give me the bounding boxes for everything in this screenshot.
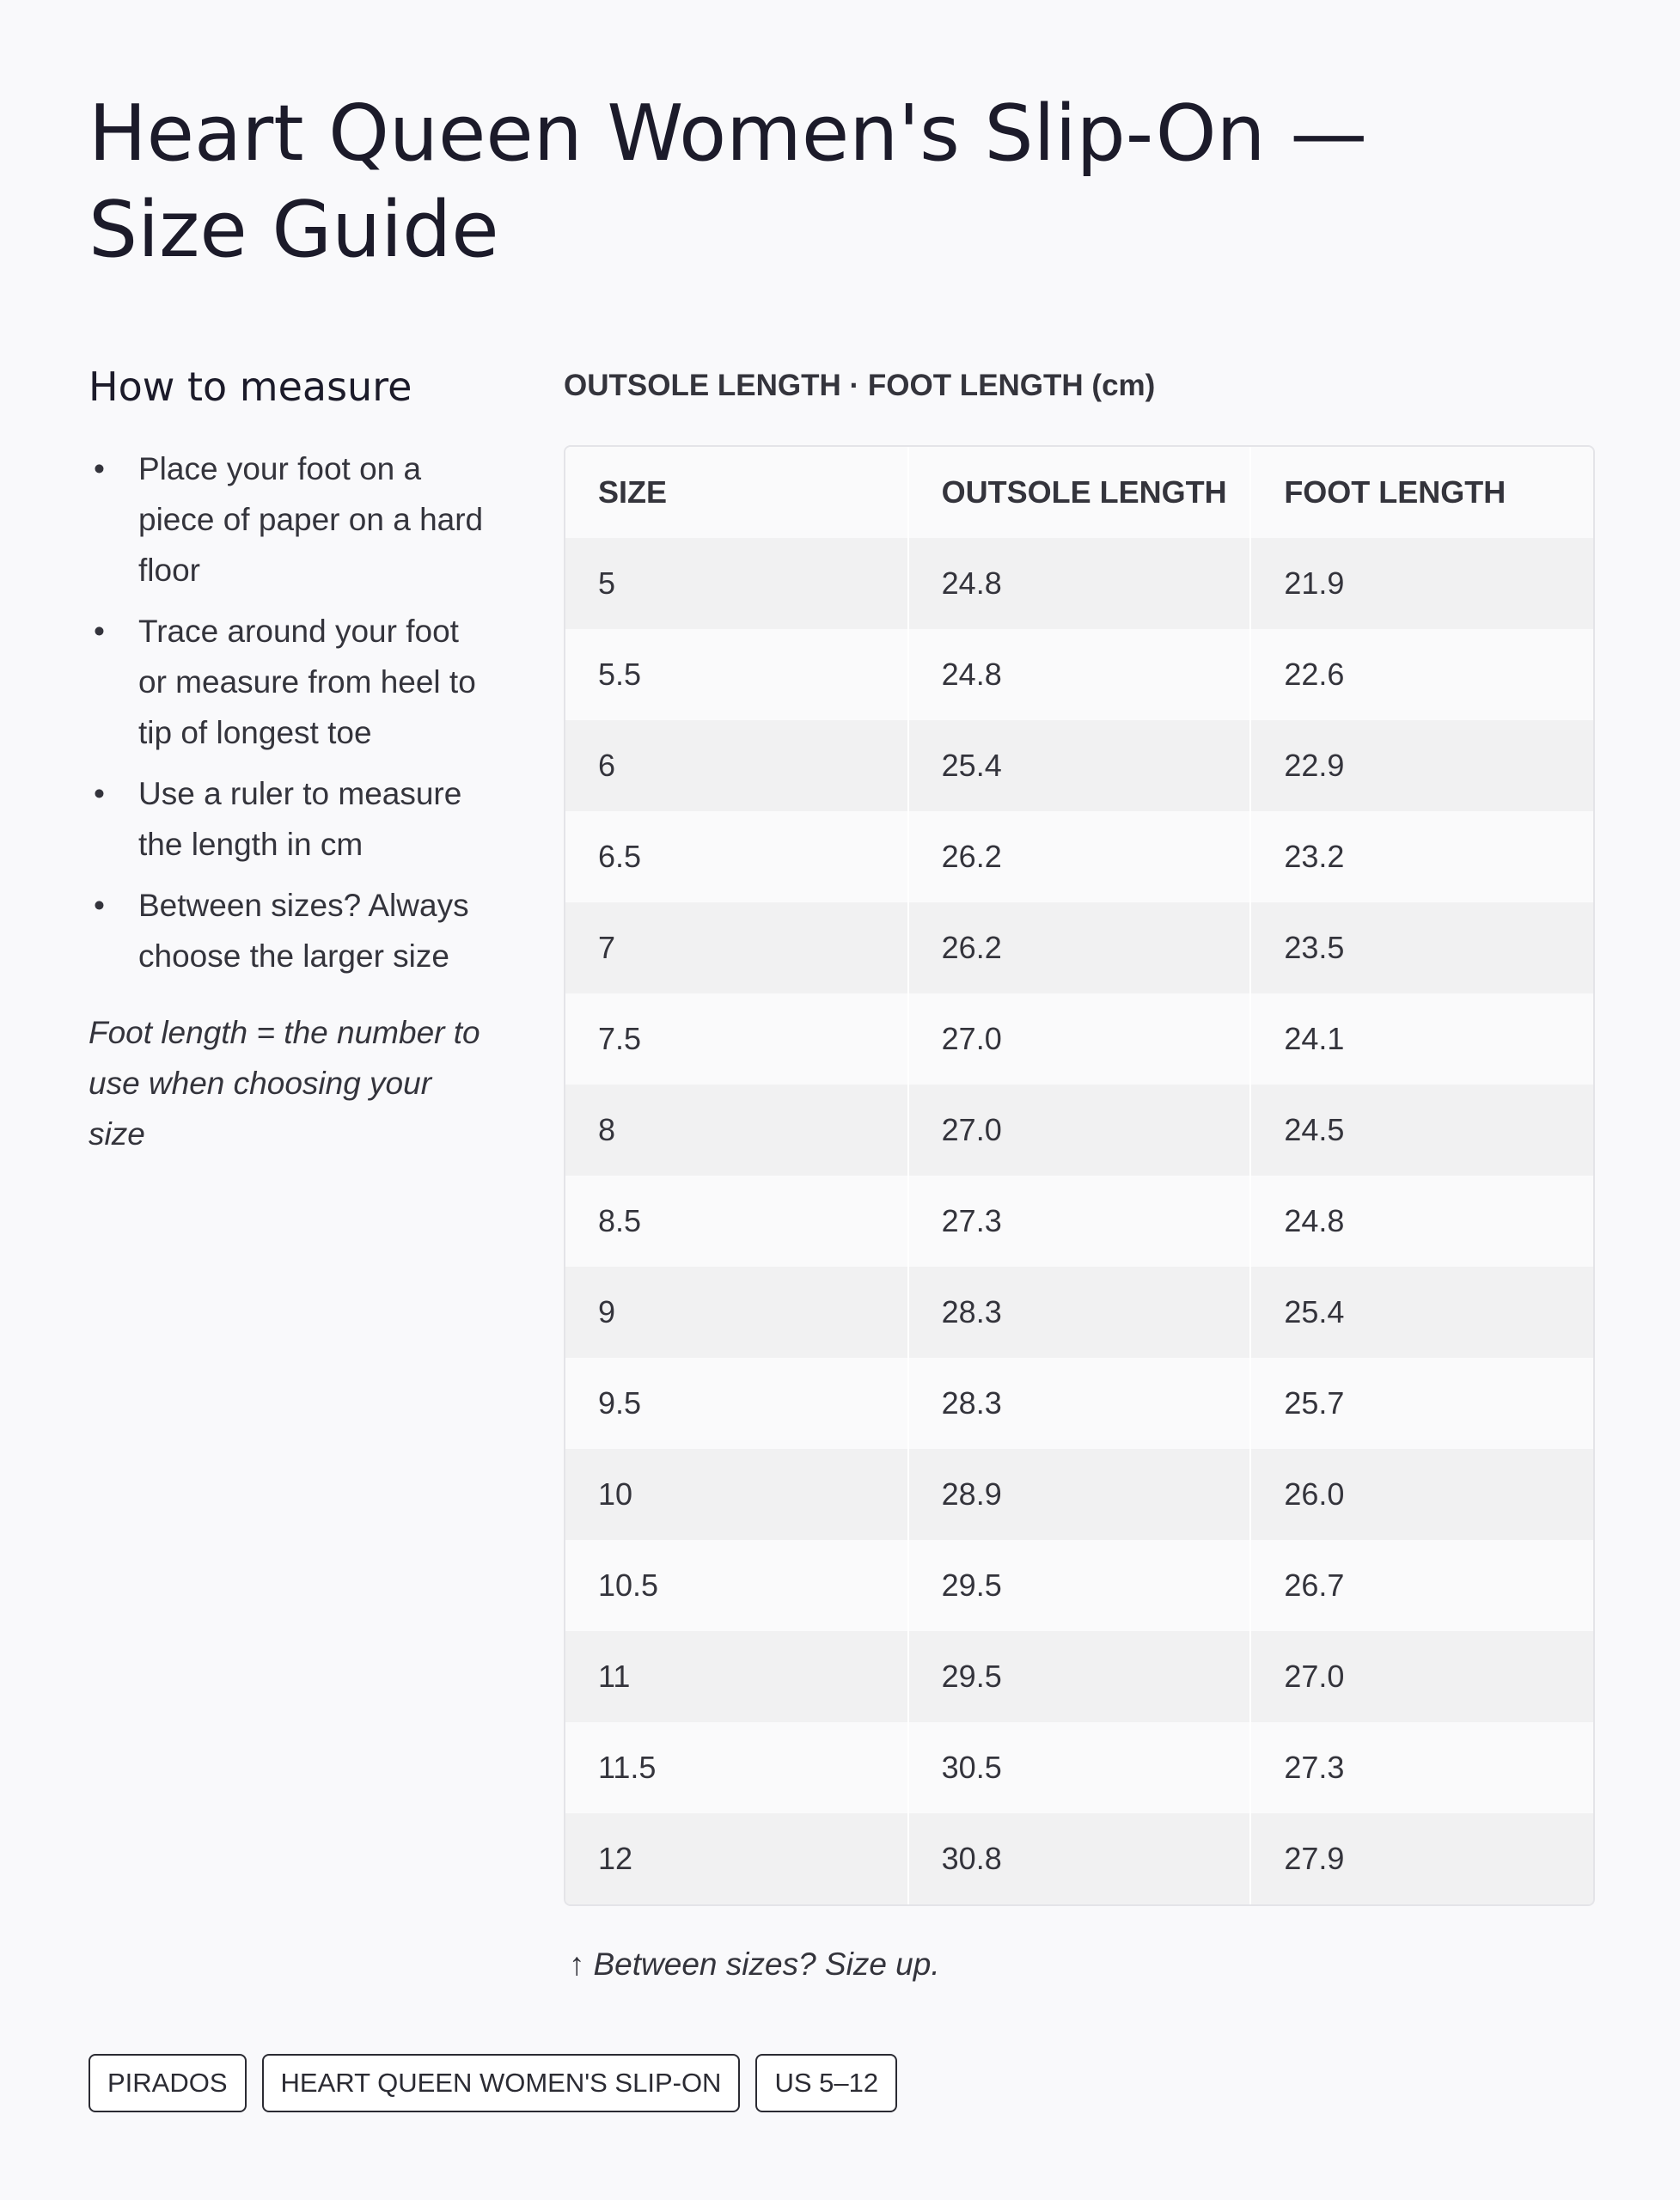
cell-outsole-length: 30.8 <box>908 1813 1251 1904</box>
cell-outsole-length: 29.5 <box>908 1631 1251 1722</box>
table-row <box>565 1813 1593 1904</box>
cell-size: 7 <box>565 902 908 993</box>
measure-step <box>89 880 492 981</box>
table-row <box>565 1176 1593 1267</box>
measure-heading: How to measure <box>89 364 412 410</box>
cell-outsole-length: 29.5 <box>908 1540 1251 1631</box>
cell-foot-length: 22.9 <box>1250 720 1593 811</box>
cell-outsole-length: 28.9 <box>908 1449 1251 1540</box>
cell-outsole-length: 24.8 <box>908 538 1251 629</box>
cell-outsole-length: 27.0 <box>908 993 1251 1085</box>
table-row <box>565 993 1593 1085</box>
cell-size: 8.5 <box>565 1176 908 1267</box>
cell-size: 10 <box>565 1449 908 1540</box>
table-row <box>565 629 1593 720</box>
cell-size: 9 <box>565 1267 908 1358</box>
cell-foot-length: 24.1 <box>1250 993 1593 1085</box>
cell-outsole-length: 26.2 <box>908 811 1251 902</box>
measure-step-text: Trace around your foot or measure from heel to tip of longest toe <box>138 614 476 750</box>
tag-size-range: US 5–12 <box>755 2054 897 2112</box>
size-table-body <box>565 538 1593 1904</box>
size-table <box>565 447 1593 1904</box>
cell-size: 5 <box>565 538 908 629</box>
column-header-outsole-length: OUTSOLE LENGTH <box>908 447 1251 538</box>
bullet-icon: • <box>94 776 105 811</box>
cell-size: 11.5 <box>565 1722 908 1813</box>
measure-note: Foot length = the number to use when choosing your size <box>89 1015 480 1152</box>
cell-foot-length: 26.7 <box>1250 1540 1593 1631</box>
tag-list <box>89 2054 897 2112</box>
tag-brand: PIRADOS <box>89 2054 247 2112</box>
bullet-icon: • <box>94 451 105 486</box>
cell-foot-length: 25.7 <box>1250 1358 1593 1449</box>
table-row <box>565 1631 1593 1722</box>
table-row <box>565 1722 1593 1813</box>
column-header-size: SIZE <box>565 447 908 538</box>
cell-foot-length: 25.4 <box>1250 1267 1593 1358</box>
cell-outsole-length: 25.4 <box>908 720 1251 811</box>
table-header-row <box>565 447 1593 538</box>
measure-step <box>89 606 492 758</box>
cell-size: 5.5 <box>565 629 908 720</box>
cell-outsole-length: 27.0 <box>908 1085 1251 1176</box>
cell-outsole-length: 28.3 <box>908 1358 1251 1449</box>
cell-outsole-length: 28.3 <box>908 1267 1251 1358</box>
cell-foot-length: 21.9 <box>1250 538 1593 629</box>
table-row <box>565 720 1593 811</box>
column-header-foot-length: FOOT LENGTH <box>1250 447 1593 538</box>
size-up-note-text: Between sizes? Size up. <box>593 1946 940 1982</box>
cell-foot-length: 27.9 <box>1250 1813 1593 1904</box>
cell-size: 12 <box>565 1813 908 1904</box>
cell-foot-length: 27.3 <box>1250 1722 1593 1813</box>
bullet-icon: • <box>94 614 105 649</box>
measure-step-text: Between sizes? Always choose the larger size <box>138 888 469 974</box>
table-row <box>565 538 1593 629</box>
page-title: Heart Queen Women's Slip-On — Size Guide <box>89 89 1368 275</box>
measure-step <box>89 768 492 870</box>
cell-outsole-length: 30.5 <box>908 1722 1251 1813</box>
size-up-note <box>569 1939 940 1990</box>
cell-outsole-length: 26.2 <box>908 902 1251 993</box>
cell-foot-length: 23.2 <box>1250 811 1593 902</box>
measure-step-text: Use a ruler to measure the length in cm <box>138 776 462 862</box>
cell-foot-length: 24.5 <box>1250 1085 1593 1176</box>
tag-product: HEART QUEEN WOMEN'S SLIP-ON <box>262 2054 741 2112</box>
arrow-up-icon: ↑ <box>569 1946 585 1982</box>
measure-section <box>89 359 492 1159</box>
table-row <box>565 902 1593 993</box>
cell-size: 7.5 <box>565 993 908 1085</box>
table-caption: OUTSOLE LENGTH · FOOT LENGTH (cm) <box>564 369 1156 402</box>
table-row <box>565 1358 1593 1449</box>
table-row <box>565 1540 1593 1631</box>
bullet-icon: • <box>94 888 105 923</box>
table-row <box>565 811 1593 902</box>
cell-size: 9.5 <box>565 1358 908 1449</box>
cell-size: 6.5 <box>565 811 908 902</box>
cell-outsole-length: 27.3 <box>908 1176 1251 1267</box>
cell-size: 8 <box>565 1085 908 1176</box>
measure-step <box>89 443 492 596</box>
measure-steps <box>89 443 492 981</box>
table-row <box>565 1267 1593 1358</box>
cell-outsole-length: 24.8 <box>908 629 1251 720</box>
cell-foot-length: 26.0 <box>1250 1449 1593 1540</box>
cell-size: 6 <box>565 720 908 811</box>
table-row <box>565 1449 1593 1540</box>
cell-size: 11 <box>565 1631 908 1722</box>
cell-foot-length: 24.8 <box>1250 1176 1593 1267</box>
table-row <box>565 1085 1593 1176</box>
cell-size: 10.5 <box>565 1540 908 1631</box>
size-table-container <box>564 445 1595 1906</box>
cell-foot-length: 27.0 <box>1250 1631 1593 1722</box>
cell-foot-length: 22.6 <box>1250 629 1593 720</box>
measure-step-text: Place your foot on a piece of paper on a hard floor <box>138 451 484 588</box>
cell-foot-length: 23.5 <box>1250 902 1593 993</box>
